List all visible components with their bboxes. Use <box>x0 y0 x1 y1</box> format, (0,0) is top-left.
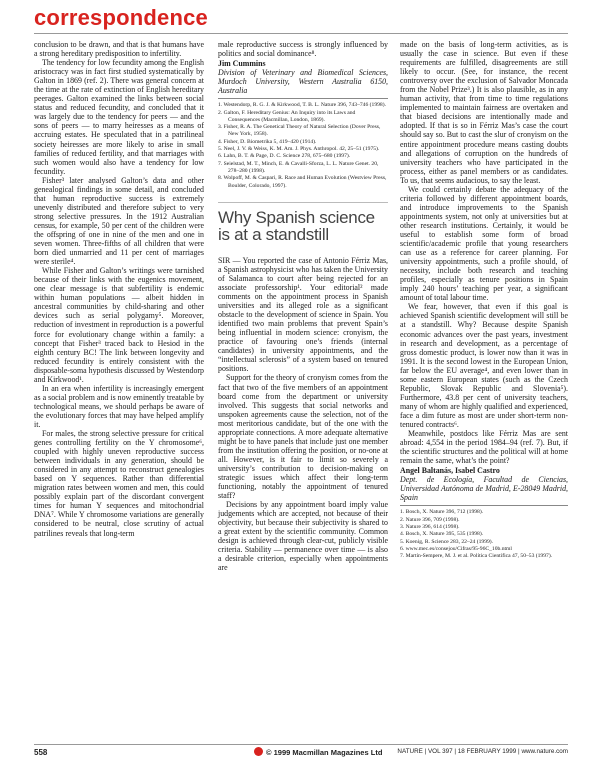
paragraph: Support for the theory of cronyism comes from the fact that two of the five members of an appointment board come from the department or university involved. This suggests that social networks and unspoken agreements cause the selection, not of the most meritorious candidate, but of the one with the appropriate connections. A more adequate alternative might be to have panels that include just one member from the institution offering the position, or no-one at all. However, is it fair to limit so severely a university’s contribution to decision-making on strategic issues which affect their long-term functioning, notably the appointment of tenured staff? <box>218 373 388 501</box>
references-divider <box>400 505 568 506</box>
author-affiliation: Division of Veterinary and Biomedical Sciences, Murdoch University, Western Australia 6150, Australia <box>218 68 388 96</box>
reference-item: 6. Lahn, B. T. & Page, D. C. Science 278, 675–680 (1997). <box>218 153 351 160</box>
reference-item: 4. Bosch, X. Nature 395, 535 (1998). <box>400 531 484 538</box>
reference-item: 2. Nature 396, 709 (1998). <box>400 516 460 523</box>
reference-item: 8. Wolpoff, M. & Caspari, R. Race and Human Evolution (Westview Press, Boulder, Colorado, 1997). <box>218 175 387 189</box>
reference-item: 4. Fisher, D. Biometrika 5, 419–420 (1914). <box>218 138 317 145</box>
reference-item: 3. Nature 396, 614 (1998). <box>400 523 460 530</box>
reference-item: 1. Westendorp, R. G. J. & Kirkwood, T. B. L. Nature 396, 743–746 (1998). <box>218 102 386 109</box>
author-affiliation: Dept. de Ecología, Facultad de Ciencias, Universidad Autónoma de Madrid, E-28049 Madrid, Spain <box>400 475 568 503</box>
paragraph: We fear, however, that even if this goal is achieved Spanish scientific development will still be at a standstill. Why? Because despite Spanish economic advances over the past years, investment in research and development, as a percentage of gross domestic product, is lower now than it was in 1991. It is the second lowest in the European Union, far below the EU average⁴, and even lower than in some eastern European states (such as the Czech Republic, Slovak Republic and Slovenia⁵). Furthermore, 43.8 per cent of university teachers, many of whom are highly qualified and experienced, face a dim future as most are under short-term non-tenured contracts⁶. <box>400 302 568 429</box>
paragraph: While Fisher and Galton’s writings were tarnished because of their links with the eugenics movement, one clear message is that subfertility is endemic within human populations — albeit hidden in ancestral communities by child-sharing and other devices such as serial polygamy⁵. Moreover, reduction of investment in reproduction is a powerful force for evolutionary change within a family: a concept that Fisher³ traced back to Hesiod in the eighth century BC! The link between longevity and reduced fecundity is entirely consistent with the disposable-soma hypothesis discussed by Westendorp and Kirkwood¹. <box>34 266 204 384</box>
references-list <box>400 509 568 560</box>
paragraph: Decisions by any appointment board imply value judgements which are accepted, not because of their objectivity, but because their subjectivity is shared to a great extent by the scientific community. Common design is achieved through clear-cut, publicly visible criteria. Stability — permanence over time — is also a desirable criterion, especially when appointments are <box>218 500 388 573</box>
journal-citation: NATURE | VOL 397 | 18 FEBRUARY 1999 | www.nature.com <box>397 748 568 755</box>
reference-item: 6. www.mec.es/consejou/Cifras/95-96C_10b.ntml <box>400 545 512 552</box>
paragraph: The tendency for low fecundity among the English aristocracy was in fact first studied systematically by Galton in 1869 (ref. 2). There was general concern at the time at the rate of extinction of English hereditary peerages. Galton examined the links between social status and reduced fecundity, and concluded that it was largely due to the tendency for peers — and the sons of peers — to marry heiresses as a means of accruing estates. He speculated that in a patrilineal society heiresses are more likely to arise in small families of reduced fertility, and that marriages with such women would also have a tendency for low fecundity. <box>34 58 204 176</box>
paragraph: Fisher³ later analysed Galton’s data and other genealogical findings in some detail, and concluded that human reproductive success is extremely unevenly distributed and therefore subject to very strong selective pressures. In the 1912 Australian census, for example, 50 per cent of the children were the offspring of one in nine of the men and one in seven women. Three-fifths of all children that were born died unmarried and 11 per cent of marriages were sterile⁴. <box>34 175 204 267</box>
reference-item: 7. Seielstad, M. T., Minch, E. & Cavalli-Sforza, L. L. Nature Genet. 20, 278–280 (1998). <box>218 160 379 174</box>
reference-item: 5. Neel, J. V. & Weiss, K. M. Am. J. Phys. Anthropol. 42, 25–51 (1975). <box>218 146 380 153</box>
column-middle <box>218 40 388 572</box>
section-header: correspondence <box>34 5 208 30</box>
reference-item: 5. Koenig, R. Science 283, 22–24 (1999). <box>400 538 494 545</box>
author-name: Jim Cummins <box>218 59 266 69</box>
reference-item: 2. Galton, F. Hereditary Genius: An Inquiry into its Laws and Consequences (Macmillan, London, 1869). <box>218 109 356 123</box>
publisher-logo-icon <box>254 747 263 756</box>
headline-divider <box>218 202 388 203</box>
paragraph: For males, the strong selective pressure for critical genes controlling fertility on the Y chromosome⁶, coupled with highly uneven reproductive success between individuals in any generation, should be considered in any attempt to reconstruct genealogies based on Y sequences. Rather than differential migration rates between women and men, this could possibly explain part of the discordant convergent times for human Y sequences and mitochondrial DNA⁷. While Y chromosome variations are generally considered to be neutral, close scrutiny of actual patrilines reveals that long-term <box>34 429 204 538</box>
copyright-line <box>254 747 382 757</box>
column-left <box>34 40 204 538</box>
column-right <box>400 40 568 560</box>
paragraph: male reproductive success is strongly influenced by politics and social dominance⁸. <box>218 40 388 59</box>
paragraph: made on the basis of long-term activities, as is usually the case in science. But even if these requirements are fulfilled, disagreements are still likely to occur. (See, for instance, the recent controversy over the exclusion of Salvador Moncada from the Nobel Prize³.) It is also plausible, as in any human activity, that from time to time regulations implemented to maintain fairness are overtaken and that biased decisions are intentionally made and adopted. If that is so in Férriz Mas’s case the court should say so. But to cast the slur of cronyism on the entire appointment procedure means casting doubts and allegations of corruption on the hundreds of university teachers who have participated in the process, either as panel members or as candidates. To us, that seems audacious, to say the least. <box>400 40 568 185</box>
paragraph: We could certainly debate the adequacy of the criteria followed by different appointment boards, and introduce improvements to the Spanish appointments system, not only at universities but at other research institutions. Certainly, it would be useful to establish some form of broad scientific/academic profile that young researchers can use as a reference for career planning. For university appointments, such a profile should, of necessity, include both research and teaching profiles, especially as tenure positions in Spain imply 240 hours’ teaching per year, a significant amount of total labour time. <box>400 184 568 303</box>
header-rule <box>34 33 568 34</box>
page-number: 558 <box>34 748 48 757</box>
paragraph: In an era when infertility is increasingly emergent as a social problem and is now eminently treatable by technological means, we should perhaps be aware of the evolutionary forces that may have helped amplify it. <box>34 383 204 429</box>
paragraph: Meanwhile, postdocs like Férriz Mas are sent abroad: 4,554 in the period 1984–94 (ref. 7). But, if the scientific structures and the political will at home remain the same, what’s the point? <box>400 429 568 466</box>
footer-rule <box>34 744 568 745</box>
article-headline: Why Spanish science is at a standstill <box>218 207 375 245</box>
paragraph: SIR — You reported the case of Antonio Férriz Mas, a Spanish astrophysicist who has taken the University of Salamanca to court after being rejected for an associate professorship¹. Your editorial² made comments on the appointment process in Spanish universities and its alleged role as a significant obstacle to the development of science in Spain. You identified two main problems that prevent Spain’s being influential in modern science: cronyism, the practice of favouring one’s friends (internal candidates) in university appointments, and the “intellectual sclerosis” of a system based on tenured positions. <box>218 255 388 374</box>
reference-item: 7. Martín-Sempere, M. J. et al. Política Científica 47, 50–53 (1997). <box>400 553 553 560</box>
author-name: Angel Baltanás, Isabel Castro <box>400 466 500 476</box>
reference-item: 3. Fisher, R. A. The Genetical Theory of Natural Selection (Dover Press, New York, 1958). <box>218 124 381 138</box>
references-list <box>218 102 388 190</box>
copyright-text: © 1999 Macmillan Magazines Ltd <box>266 748 383 757</box>
references-divider <box>218 98 388 99</box>
paragraph: conclusion to be drawn, and that is that humans have a strong hereditary predisposition to infertility. <box>34 40 204 59</box>
reference-item: 1. Bosch, X. Nature 396, 712 (1998). <box>400 509 484 516</box>
